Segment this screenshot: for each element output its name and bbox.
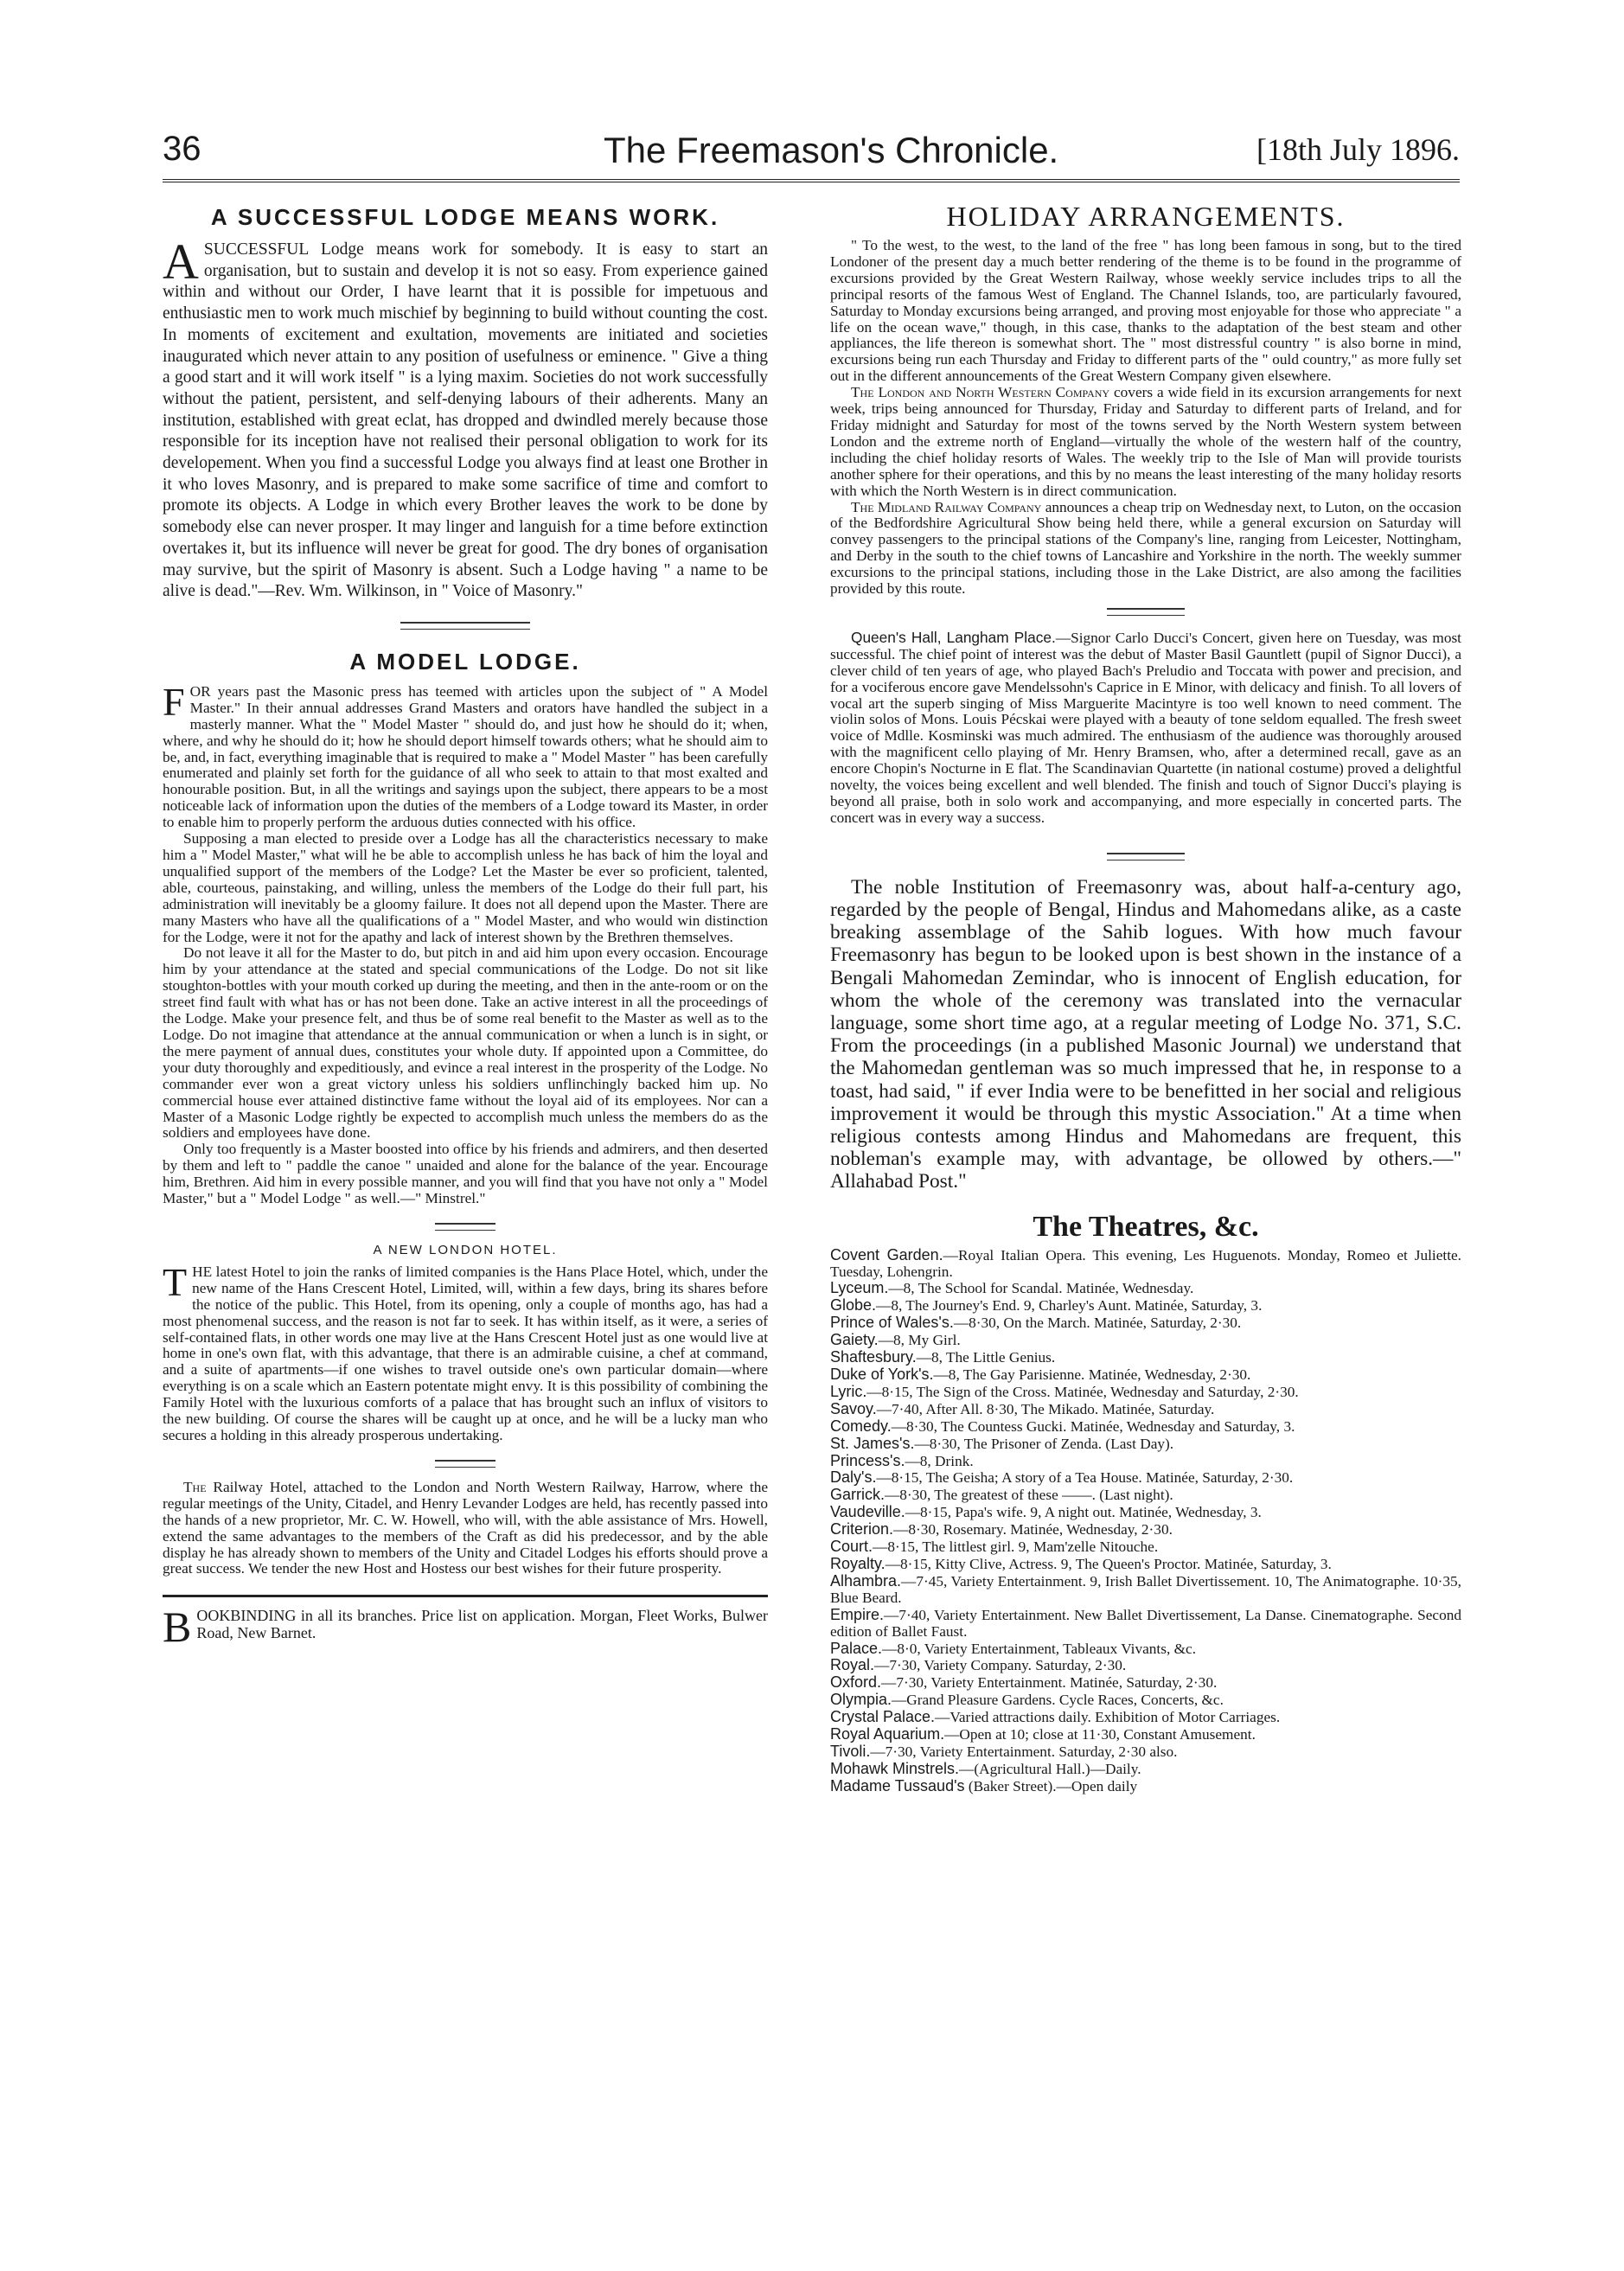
theatre-name: Gaiety. — [830, 1331, 879, 1349]
theatre-name: Savoy. — [830, 1399, 877, 1417]
theatre-name: Shaftesbury. — [830, 1348, 917, 1366]
section-divider — [1107, 608, 1185, 616]
theatre-name: Empire. — [830, 1605, 885, 1623]
theatre-entry — [830, 1487, 1461, 1504]
theatre-name: Lyceum. — [830, 1279, 889, 1297]
page-number: 36 — [163, 130, 201, 168]
theatre-name: Garrick. — [830, 1486, 885, 1504]
theatre-name: Palace. — [830, 1639, 883, 1657]
theatre-entry — [830, 1726, 1461, 1743]
advert-text: OOKBINDING in all its branches. Price list on application. Morgan, Fleet Works, Bulwer Road, New Barnet. — [196, 1607, 768, 1642]
article-text: OR years past the Masonic press has teemed with articles upon the subject of " A Model Master." In their annual addresses Grand Masters and orators have handled the subject in a masterly manner. What the " Model Master " should do, and just how he should do it; when, where, and why he should do it; how he should deport himself towards others; what he should aim to be, and, in fact, everything imaginable that is required to make a " Model Master " has been carefully enumerated and plainly set forth for the guidance of all who seek to attain to that most exalted and honourable position. But, in all the writings and sayings upon the subject, there appears to be a most noticeable lack of information upon the duties of the members of a Lodge toward its Master, in order to enable him to properly perform the arduous duties connected with his office. — [163, 682, 768, 831]
article-paragraph — [830, 500, 1461, 598]
theatre-listing: —8, The Gay Parisienne. Matinée, Wednesday, 2·30. — [933, 1366, 1251, 1383]
theatre-listing: —8, Drink. — [905, 1452, 974, 1469]
theatre-listing: —8·30, The greatest of these ——. (Last night). — [885, 1487, 1173, 1504]
theatre-entry — [830, 1657, 1461, 1674]
theatre-entry — [830, 1778, 1461, 1795]
article-paragraph — [830, 630, 1461, 827]
theatre-entry — [830, 1504, 1461, 1521]
article-heading: HOLIDAY ARRANGEMENTS. — [946, 201, 1346, 232]
theatre-entry — [830, 1469, 1461, 1487]
theatre-entry — [830, 1366, 1461, 1384]
article-body — [163, 1259, 768, 1444]
theatre-listing: —Grand Pleasure Gardens. Cycle Races, Concerts, &c. — [892, 1692, 1224, 1709]
article-text: —Signor Carlo Ducci's Concert, given here on Tuesday, was most successful. The chief point of interest was the debut of Master Basil Gauntlett (pupil of Signor Ducci), a clever child of ten years of age, who played Bach's Preludio and Toccata with power and precision, and for a vociferous encore gave Mendelssohn's Caprice in E Minor, with delicacy and finish. To all lovers of vocal art the superb singing of Miss Marguerite Macintyre is too well known to need comment. The violin solos of Mons. Louis Pécskai were played with a beauty of tone seldom equalled. The fresh sweet voice of Mdlle. Kosminski was much admired. The enthusiasm of the audience was thoroughly aroused with the magnificent cello playing of Mr. Henry Bramsen, who, after a determined recall, gave as an encore Chopin's Nocturne in E flat. The Scandinavian Quartette (in national costume) proved a delightful novelty, the voices being excellent and well blended. The finish and touch of Signor Ducci's playing is beyond all praise, both in solo work and accompanying, and more especially in concerted parts. The concert was in every way a success. — [830, 629, 1461, 826]
theatre-name: Tivoli. — [830, 1742, 871, 1760]
theatre-listing: —8·30, Rosemary. Matinée, Wednesday, 2·30. — [893, 1521, 1173, 1539]
article-paragraph: Only too frequently is a Master boosted into office by his friends and admirers, and then deserted by them and left to " paddle the canoe " unaided and alone for the balance of the year. Encourage him, Brethren. Aid him in every possible manner, and you will find that you have not only a " Model Master," but a " Model Lodge " as well.—" Minstrel." — [163, 1141, 768, 1207]
theatre-listing: —Open at 10; close at 11·30, Constant Amusement. — [944, 1726, 1256, 1743]
theatre-listing: —8, My Girl. — [878, 1332, 961, 1349]
theatre-entry — [830, 1349, 1461, 1366]
theatre-listing: —7·40, Variety Entertainment. New Ballet Divertissement, La Danse. Cinematographe. Second edition of Ballet Faust. — [830, 1606, 1461, 1640]
theatre-entry — [830, 1539, 1461, 1556]
theatre-entry — [830, 1247, 1461, 1281]
drop-cap: A — [163, 233, 199, 290]
theatre-listing: (Baker Street).—Open daily — [964, 1777, 1138, 1794]
section-divider — [435, 1460, 496, 1468]
theatre-name: Crystal Palace. — [830, 1708, 936, 1726]
theatre-entry — [830, 1641, 1461, 1658]
theatre-listing: —Royal Italian Opera. This evening, Les Huguenots. Monday, Romeo et Juliette. Tuesday, Lohengrin. — [830, 1246, 1461, 1280]
section-heading: The Theatres, &c. — [1033, 1210, 1259, 1243]
theatre-name: Royalty. — [830, 1554, 886, 1572]
theatre-entry — [830, 1332, 1461, 1349]
theatre-name: Prince of Wales's. — [830, 1314, 954, 1332]
theatre-entry — [830, 1401, 1461, 1418]
theatre-listing: —8·15, Kitty Clive, Actress. 9, The Queen's Proctor. Matinée, Saturday, 3. — [885, 1555, 1332, 1572]
section-divider — [400, 622, 530, 630]
theatre-name: Globe. — [830, 1296, 877, 1315]
theatre-name: Vaudeville. — [830, 1503, 905, 1521]
theatre-name: Comedy. — [830, 1417, 892, 1435]
theatre-entry — [830, 1674, 1461, 1692]
advert — [163, 1602, 768, 1652]
theatre-entry — [830, 1315, 1461, 1332]
article-paragraph: Do not leave it all for the Master to do, but pitch in and aid him upon every occasion. Encourage him by your attendance at the stated and special communications of the Lodge. Do not sit like stoughton-bottles with your mouth corked up during the meeting, and then in the ante-room or on the street find fault with what has or has not been done. Take an active interest in all the proceedings of the Lodge. Make your presence felt, and thus be of some real benefit to the Master as well as to the Lodge. Do not imagine that attendance at the annual communication or when a lunch is in sight, or the mere payment of annual dues, constitutes your whole duty. If appointed upon a Committee, do your duty thoroughly and expeditiously, and evince a real interest in the prosperity of the Lodge. No commander ever won a great victory unless his soldiers unflinchingly backed him up. No commercial house ever attained distinctive fame without the loyal aid of its employees. Nor can a Master of a Masonic Lodge rightly be expected to accomplish much unless the members do as the soldiers and employees have done. — [163, 944, 768, 1142]
theatre-listing: —8·15, The Geisha; A story of a Tea House. Matinée, Saturday, 2·30. — [876, 1469, 1294, 1487]
theatre-entry — [830, 1280, 1461, 1297]
article-heading: A NEW LONDON HOTEL. — [373, 1242, 558, 1257]
advert-rule — [163, 1595, 768, 1600]
article-paragraph: " To the west, to the west, to the land of the free " has long been famous in song, but to the tired Londoner of the present day a much better rendering of the theme is to be found in the programme of excursions provided by the Great Western Railway, whose weekly service includes trips to all the principal resorts of the famous West of England. The Channel Islands, too, are particularly favoured, Saturday to Monday excursions being arranged, and proving most enjoyable for those who appreciate " a life on the ocean wave," though, in this case, thanks to the adaptation of the best steam and other appliances, the life thereon is somewhat short. The " most distressful country " is also borne in mind, excursions being run each Thursday and Friday to different parts of the " ould country," as more fully set out in the different announcements of the Great Western Company given elsewhere. — [830, 237, 1461, 385]
drop-cap: T — [163, 1259, 188, 1304]
theatre-listing: —8·30, The Countess Gucki. Matinée, Wednesday and Saturday, 3. — [891, 1417, 1295, 1435]
theatre-name: Madame Tussaud's — [830, 1776, 965, 1794]
theatre-entry — [830, 1743, 1461, 1761]
page-header — [163, 130, 1460, 176]
theatre-name: Alhambra. — [830, 1571, 902, 1590]
lead-phrase: The London and North Western Company — [851, 384, 1110, 401]
theatre-entry — [830, 1607, 1461, 1641]
theatre-listing: —8·15, The littlest girl. 9, Mam'zelle Nitouche. — [873, 1539, 1159, 1556]
article-text: SUCCESSFUL Lodge means work for somebody. It is easy to start an organisation, but to sustain and develop it is not so easy. From experience gained within and without our Order, I have learnt that it is possible for impetuous and enthusiastic men to work much mischief by beginning to build without counting the cost. In moments of excitement and exultation, movements are initiated and societies inaugurated which never attain to any position of usefulness or eminence. " Give a thing a good start and it will work itself " is a lying maxim. Societies do not work successfully without the patient, persistent, and self-denying labours of their adherents. Many an institution, established with great eclat, has dropped and dwindled merely because those responsible for its inception have not realised their personal obligation to work for its developement. When you find a successful Lodge you always find at least one Brother in it who loves Masonry, and is prepared to make some sacrifice of time and comfort to promote its objects. A Lodge in which every Brother leaves the work to be done by somebody else can never prosper. It may linger and languish for a time before extinction overtakes it, but its influence will never be great for good. The dry bones of organisation may survive, but the spirit of Masonry is absent. Such a Lodge having " a name to be alive is dead."—Rev. Wm. Wilkinson, in " Voice of Masonry." — [163, 240, 768, 601]
issue-date: [18th July 1896. — [1256, 132, 1460, 167]
theatre-listing: —7·30, Variety Company. Saturday, 2·30. — [874, 1657, 1127, 1674]
lead-phrase: Queen's Hall, Langham Place. — [851, 628, 1056, 646]
theatre-name: Princess's. — [830, 1451, 905, 1469]
theatre-listing: —8·30, The Prisoner of Zenda. (Last Day). — [914, 1435, 1174, 1452]
lead-word: The — [183, 1478, 207, 1495]
theatre-listing: —7·30, Variety Entertainment. Matinée, Saturday, 2·30. — [881, 1674, 1218, 1692]
header-rule — [163, 179, 1460, 182]
article-heading: A SUCCESSFUL LODGE MEANS WORK. — [210, 204, 720, 230]
article-text: HE latest Hotel to join the ranks of limited companies is the Hans Place Hotel, which, under the new name of the Hans Crescent Hotel, Limited, will, within a few days, bring its shares before the notice of the public. This Hotel, from its opening, only a couple of months ago, has had a most phenomenal success, and the reason is not far to seek. It has within itself, as it were, a series of self-contained flats, in other words one may live at the Hans Crescent Hotel just as one would live at home in one's own flat, with this advantage, that there is an admirable cuisine, a chef at command, and a suite of apartments—if one wishes to travel outside one's own particular domain—where everything is on a scale which an Eastern potentate might envy. It is this possibility of combining the Family Hotel with the luxurious comforts of a palace that has brought such an influx of visitors to the new building. Of course the shares will be caught up at once, and he will be a lucky man who secures a holding in this already prosperous undertaking. — [163, 1263, 768, 1444]
theatre-name: Royal. — [830, 1656, 875, 1674]
right-column — [830, 194, 1461, 1795]
theatre-listing: —7·45, Variety Entertainment. 9, Irish Ballet Divertissement. 10, The Animatographe. 10·35, Blue Beard. — [830, 1572, 1461, 1606]
article-paragraph — [163, 1480, 768, 1577]
theatre-listing: —8·15, Papa's wife. 9, A night out. Matinée, Wednesday, 3. — [905, 1504, 1262, 1521]
theatre-listing: —8·15, The Sign of the Cross. Matinée, Wednesday and Saturday, 2·30. — [866, 1383, 1299, 1400]
theatre-name: Covent Garden. — [830, 1245, 943, 1263]
article-body — [163, 233, 768, 603]
theatre-listing: —8, The School for Scandal. Matinée, Wednesday. — [888, 1280, 1194, 1297]
theatre-listing: —Varied attractions daily. Exhibition of Motor Carriages. — [935, 1709, 1281, 1726]
theatre-listing: —8·30, On the March. Matinée, Saturday, 2·30. — [953, 1315, 1242, 1332]
theatre-name: St. James's. — [830, 1434, 915, 1452]
theatre-entry — [830, 1521, 1461, 1539]
theatre-listing: —8·0, Variety Entertainment, Tableaux Vivants, &c. — [882, 1640, 1197, 1657]
article-paragraph: Supposing a man elected to preside over a Lodge has all the characteristics necessary to make him a " Model Master," what will he be able to accomplish unless he has back of him the loyal and unqualified support of the members of the Lodge? Let the Master be ever so proficient, talented, able, courteous, painstaking, and willing, unless the members of the Lodge do their full part, his administration will inevitably be a gloomy failure. It does not all depend upon the Master. There are many Masters who have all the qualifications of a " Model Master, and who would win distinction for the Lodge, were it not for the apathy and lack of interest shown by the Brethren themselves. — [163, 830, 768, 945]
theatre-entry — [830, 1453, 1461, 1470]
theatre-name: Oxford. — [830, 1673, 882, 1692]
theatre-name: Lyric. — [830, 1382, 867, 1400]
article-text: Railway Hotel, attached to the London and North Western Railway, Harrow, where the regular meetings of the Unity, Citadel, and Henry Levander Lodges are held, has recently passed into the hands of a new proprietor, Mr. C. W. Howell, who will, with the able assistance of Mrs. Howell, extend the same advantages to the members of the Craft as did his predecessor, and by the able display he has already shown to members of the Unity and Citadel Lodges his efforts should prove a great success. We tender the new Host and Hostess our best wishes for their future prosperity. — [163, 1478, 769, 1577]
drop-cap: F — [163, 679, 185, 724]
theatre-name: Olympia. — [830, 1691, 892, 1709]
theatre-name: Court. — [830, 1538, 873, 1556]
article-paragraph — [830, 385, 1461, 499]
theatre-listing: —8, The Little Genius. — [916, 1349, 1056, 1366]
theatre-name: Duke of York's. — [830, 1366, 934, 1383]
theatre-listing: —7·30, Variety Entertainment. Saturday, 2·30 also. — [870, 1743, 1178, 1760]
drop-cap: B — [163, 1602, 192, 1652]
theatre-name: Royal Aquarium. — [830, 1725, 945, 1743]
publication-title: The Freemason's Chronicle. — [604, 130, 1059, 170]
theatre-entry — [830, 1556, 1461, 1573]
theatre-entry — [830, 1418, 1461, 1436]
section-divider — [435, 1223, 496, 1231]
theatre-entry — [830, 1384, 1461, 1401]
theatres-list — [830, 1247, 1461, 1795]
theatre-entry — [830, 1573, 1461, 1607]
theatre-name: Daly's. — [830, 1468, 877, 1487]
theatre-listing: —8, The Journey's End. 9, Charley's Aunt. Matinée, Saturday, 3. — [876, 1297, 1263, 1315]
theatre-entry — [830, 1297, 1461, 1315]
article-body — [163, 679, 768, 831]
theatre-entry — [830, 1436, 1461, 1453]
section-divider — [1107, 853, 1185, 860]
left-column — [163, 194, 769, 1652]
article-paragraph: The noble Institution of Freemasonry was, about half-a-century ago, regarded by the people of Bengal, Hindus and Mahomedans alike, as a caste breaking assemblage of the Sahib logues. With how much favour Freemasonry has begun to be looked upon is best shown in the instance of a Bengali Mahomedan Zemindar, who is innocent of English education, for whom the whole of the ceremony was translated into the vernacular language, some short time ago, at a regular meeting of Lodge No. 371, S.C. From the proceedings (in a published Masonic Journal) we understand that the Mahomedan gentleman was so much impressed that he, in response to a toast, had said, " if ever India were to be benefitted in her social and religious improvement it would be through this mystic Association." At a time when religious contests among Hindus and Mahomedans are frequent, this nobleman's example may, with advantage, be ollowed by others.—" Allahabad Post." — [830, 875, 1461, 1193]
theatre-listing: —(Agricultural Hall.)—Daily. — [959, 1760, 1141, 1777]
theatre-listing: —7·40, After All. 8·30, The Mikado. Matinée, Saturday. — [876, 1400, 1215, 1417]
theatre-entry — [830, 1692, 1461, 1709]
article-text: covers a wide field in its excursion arrangements for next week, trips being announced for Thursday, Friday and Saturday to different parts of Ireland, and for Friday midnight and Saturday for most of the towns served by the North Western system between London and the extreme north of England—virtually the whole of the western half of the country, including the chief holiday resorts of Wales. The weekly trip to the Isle of Man will provide tourists another sphere for their operations, and this by no means the least interesting of the many holiday resorts with which the North Western is in direct communication. — [830, 384, 1461, 499]
lead-phrase: The Midland Railway Company — [851, 498, 1042, 515]
article-heading: A MODEL LODGE. — [349, 648, 581, 675]
theatre-name: Mohawk Minstrels. — [830, 1759, 960, 1777]
theatre-name: Criterion. — [830, 1520, 894, 1539]
article-text: announces a cheap trip on Wednesday next, to Luton, on the occasion of the Bedfordshire Agricultural Show being held there, while a general excursion on Saturday will convey passengers to the principal stations of the Company's line, ranging from Leicester, Nottingham, and Derby in the south to the chief towns of Lancashire and Yorkshire in the north. The weekly summer excursions to the principal stations, including those in the Lake District, are also among the facilities provided by this route. — [830, 498, 1461, 598]
theatre-entry — [830, 1761, 1461, 1778]
theatre-entry — [830, 1709, 1461, 1726]
